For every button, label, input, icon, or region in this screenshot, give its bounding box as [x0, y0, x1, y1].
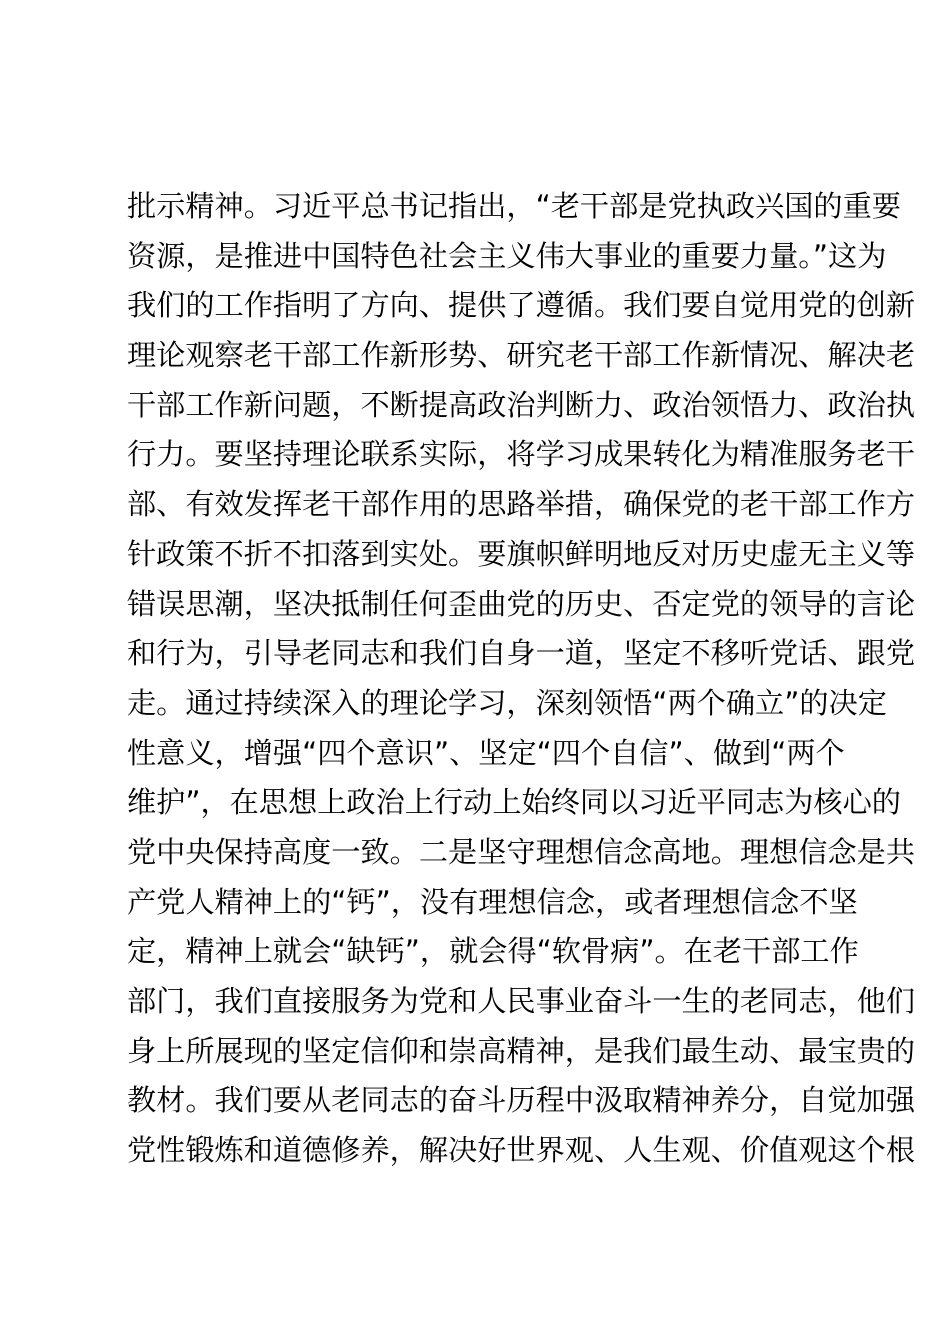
text-line: 理论观察老干部工作新形势、研究老干部工作新情况、解决老: [127, 338, 916, 373]
text-line: 部门，我们直接服务为党和人民事业奋斗一生的老同志，他们: [127, 984, 916, 1018]
text-line: 党中央保持高度一致。二是坚守理想信念高地。理想信念是共: [127, 834, 916, 869]
text-line: 定，精神上就会“缺钙”，就会得“软骨病”。在老干部工作: [127, 934, 859, 969]
text-line: 批示精神。习近平总书记指出，“老干部是党执政兴国的重要: [127, 189, 901, 223]
text-line: 产党人精神上的“钙”，没有理想信念，或者理想信念不坚: [127, 884, 858, 919]
text-line: 维护”，在思想上政治上行动上始终同以习近平同志为核心的: [127, 785, 901, 820]
body-text: [127, 182, 916, 1176]
text-line: 身上所展现的坚定信仰和崇高精神，是我们最生动、最宝贵的: [127, 1033, 916, 1068]
text-line: 教材。我们要从老同志的奋斗历程中汲取精神养分，自觉加强: [127, 1083, 916, 1118]
text-line: 错误思潮，坚决抵制任何歪曲党的历史、否定党的领导的言论: [127, 586, 916, 621]
text-line: 针政策不折不扣落到实处。要旗帜鲜明地反对历史虚无主义等: [127, 536, 916, 571]
text-line: 党性锻炼和道德修养，解决好世界观、人生观、价值观这个根: [127, 1133, 916, 1168]
text-line: 性意义，增强“四个意识”、坚定“四个自信”、做到“两个: [127, 735, 845, 770]
text-line: 资源，是推进中国特色社会主义伟大事业的重要力量。”这为: [127, 238, 887, 273]
text-line: 和行为，引导老同志和我们自身一道，坚定不移听党话、跟党: [127, 636, 916, 671]
text-line: 干部工作新问题，不断提高政治判断力、政治领悟力、政治执: [127, 387, 916, 422]
text-line: 行力。要坚持理论联系实际，将学习成果转化为精准服务老干: [127, 437, 916, 472]
text-line: 走。通过持续深入的理论学习，深刻领悟“两个确立”的决定: [127, 685, 887, 720]
text-line: 我们的工作指明了方向、提供了遵循。我们要自觉用党的创新: [127, 288, 916, 323]
text-line: 部、有效发挥老干部作用的思路举措，确保党的老干部工作方: [127, 487, 916, 522]
